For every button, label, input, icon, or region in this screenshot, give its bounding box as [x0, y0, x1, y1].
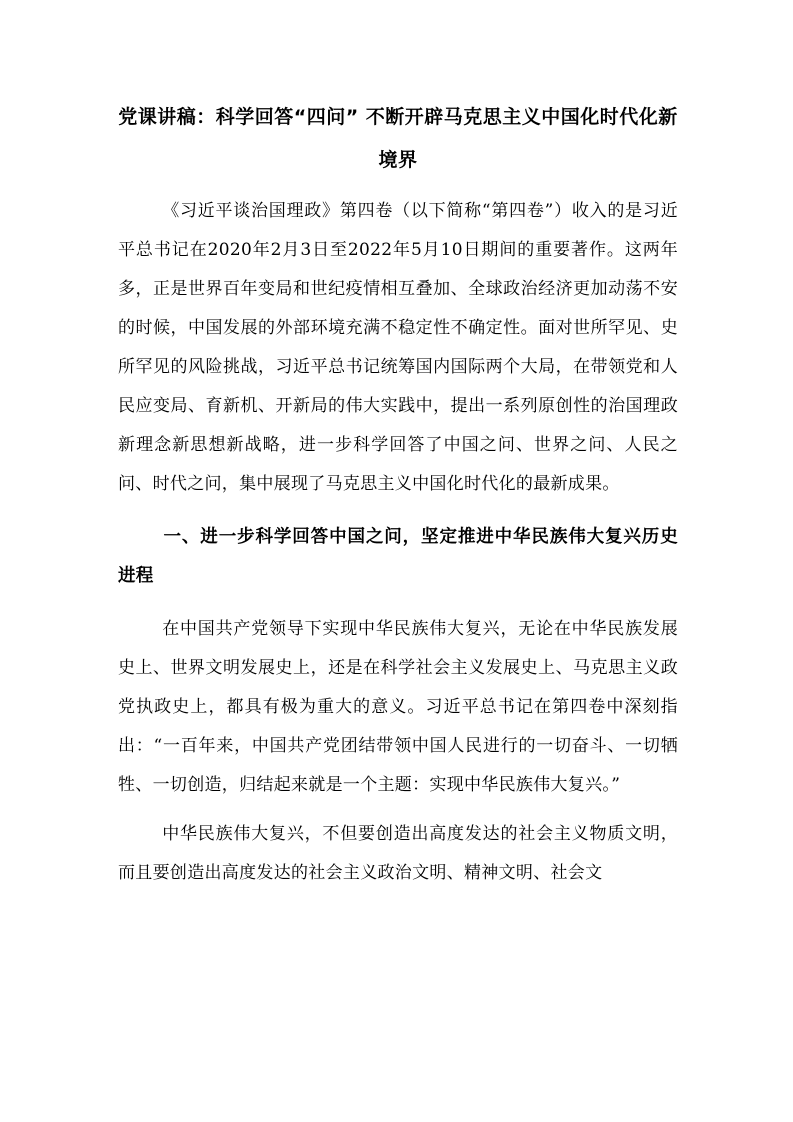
- spacer: [118, 805, 678, 815]
- document-page: [118, 96, 678, 893]
- intro-paragraph: 《习近平谈治国理政》第四卷（以下简称“第四卷”）收入的是习近平总书记在2020年2月3日至2022年5月10日期间的重要著作。这两年多，正是世界百年变局和世纪疫情相互叠加、全球政治经济更加动荡不安的时候，中国发展的外部环境充满不稳定性不确定性。面对世所罕见、史所罕见的风险挑战，习近平总书记统筹国内国际两个大局，在带领党和人民应变局、育新机、开新局的伟大实践中，提出一系列原创性的治国理政新理念新思想新战略，进一步科学回答了中国之问、世界之问、人民之问、时代之问，集中展现了马克思主义中国化时代化的最新成果。: [118, 201, 678, 494]
- spacer: [118, 596, 678, 610]
- spacer: [118, 504, 678, 518]
- body-paragraph: 在中国共产党领导下实现中华民族伟大复兴，无论在中华民族发展史上、世界文明发展史上，还是在科学社会主义发展史上、马克思主义政党执政史上，都具有极为重大的意义。习近平总书记在第四卷中深刻指出：“一百年来，中国共产党团结带领中国人民进行的一切奋斗、一切牺牲、一切创造，归结起来就是一个主题：实现中华民族伟大复兴。”: [118, 619, 678, 795]
- document-title: 党课讲稿：科学回答“四问” 不断开辟马克思主义中国化时代化新境界: [118, 106, 678, 171]
- spacer: [118, 182, 678, 192]
- section-heading: 一、进一步科学回答中国之问，坚定推进中华民族伟大复兴历史进程: [118, 527, 678, 586]
- body-paragraph: 中华民族伟大复兴，不但要创造出高度发达的社会主义物质文明，而且要创造出高度发达的社会主义政治文明、精神文明、社会文: [118, 824, 678, 883]
